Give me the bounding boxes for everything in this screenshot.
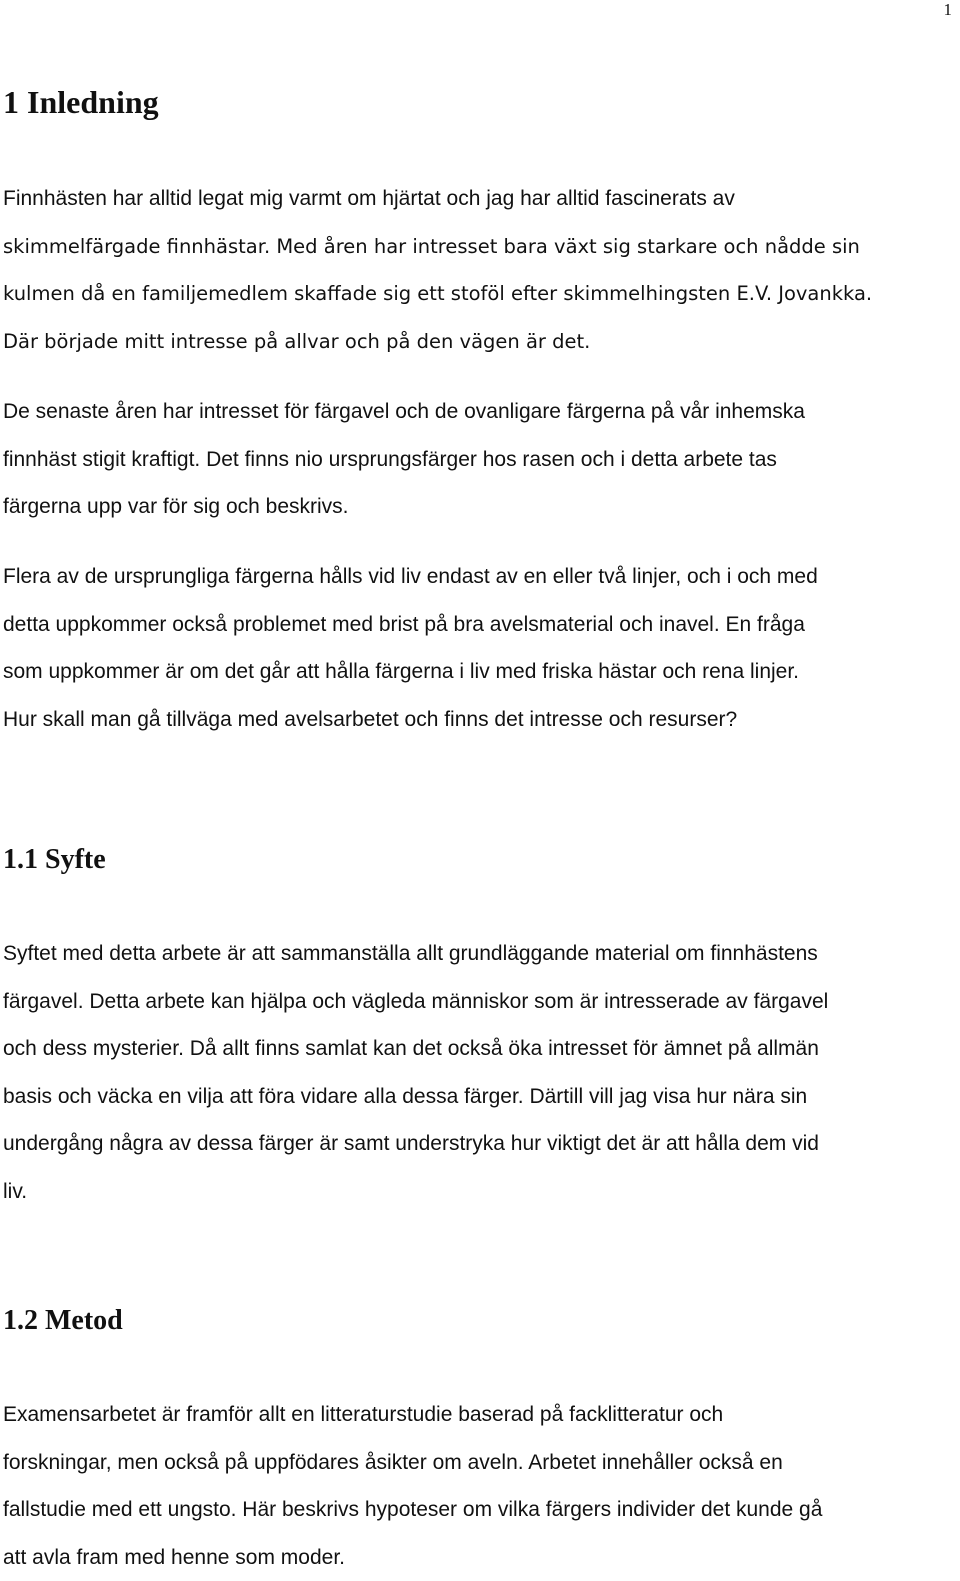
text-line: liv. <box>3 1168 948 1216</box>
text-line: finnhäst stigit kraftigt. Det finns nio ursprungsfärger hos rasen och i detta arbete tas <box>3 436 948 484</box>
text-line: kulmen då en familjemedlem skaffade sig ett stoföl efter skimmelhingsten E.V. Jovankka. <box>3 270 948 318</box>
text-line: att avla fram med henne som moder. <box>3 1534 948 1581</box>
page-number: 1 <box>944 0 953 20</box>
paragraph-inledning-1 <box>3 175 948 365</box>
text-line: forskningar, men också på uppfödares åsikter om aveln. Arbetet innehåller också en <box>3 1439 948 1487</box>
text-line: Flera av de ursprungliga färgerna hålls vid liv endast av en eller två linjer, och i och med <box>3 553 948 601</box>
text-line: detta uppkommer också problemet med brist på bra avelsmaterial och inavel. En fråga <box>3 601 948 649</box>
text-line: basis och väcka en vilja att föra vidare alla dessa färger. Därtill vill jag visa hur nära sin <box>3 1073 948 1121</box>
paragraph-inledning-2 <box>3 388 948 531</box>
section-title-inledning: 1 Inledning <box>3 82 159 122</box>
text-line: Finnhästen har alltid legat mig varmt om hjärtat och jag har alltid fascinerats av <box>3 175 948 223</box>
paragraph-metod <box>3 1391 948 1581</box>
text-line: Där började mitt intresse på allvar och på den vägen är det. <box>3 318 948 366</box>
text-line: färgavel. Detta arbete kan hjälpa och vägleda människor som är intresserade av färgavel <box>3 978 948 1026</box>
text-line: som uppkommer är om det går att hålla färgerna i liv med friska hästar och rena linjer. <box>3 648 948 696</box>
text-line: och dess mysterier. Då allt finns samlat kan det också öka intresset för ämnet på allmän <box>3 1025 948 1073</box>
text-line: undergång några av dessa färger är samt understryka hur viktigt det är att hålla dem vid <box>3 1120 948 1168</box>
text-line: Examensarbetet är framför allt en litteraturstudie baserad på facklitteratur och <box>3 1391 948 1439</box>
text-line: Hur skall man gå tillväga med avelsarbetet och finns det intresse och resurser? <box>3 696 948 744</box>
text-line: skimmelfärgade finnhästar. Med åren har intresset bara växt sig starkare och nådde sin <box>3 223 948 271</box>
text-line: De senaste åren har intresset för färgavel och de ovanligare färgerna på vår inhemska <box>3 388 948 436</box>
section-title-metod: 1.2 Metod <box>3 1301 123 1341</box>
text-line: fallstudie med ett ungsto. Här beskrivs hypoteser om vilka färgers individer det kunde gå <box>3 1486 948 1534</box>
text-line: Syftet med detta arbete är att sammanställa allt grundläggande material om finnhästens <box>3 930 948 978</box>
paragraph-syfte <box>3 930 948 1215</box>
paragraph-inledning-3 <box>3 553 948 743</box>
section-title-syfte: 1.1 Syfte <box>3 840 106 880</box>
text-line: färgerna upp var för sig och beskrivs. <box>3 483 948 531</box>
